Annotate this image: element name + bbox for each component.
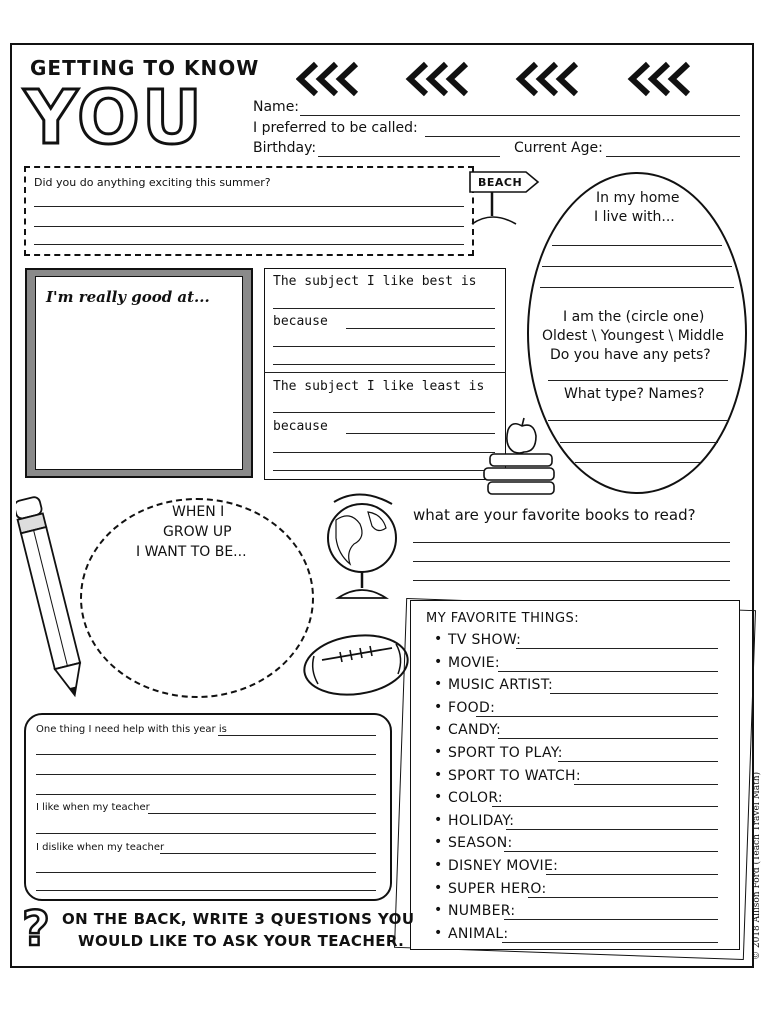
favorite-row bbox=[434, 924, 509, 942]
favorite-row bbox=[434, 631, 522, 648]
dislike-line-2[interactable] bbox=[36, 890, 376, 891]
favorite-row bbox=[434, 857, 559, 874]
subject-best-because: because bbox=[273, 314, 328, 329]
subject-best-label: The subject I like best is bbox=[273, 274, 477, 289]
home-line1: In my home bbox=[596, 190, 680, 206]
pet-type-question: What type? Names? bbox=[564, 386, 705, 402]
favorite-line[interactable] bbox=[502, 942, 718, 943]
favorite-row bbox=[434, 834, 513, 852]
pets-line[interactable] bbox=[548, 380, 728, 381]
favorite-label: CANDY: bbox=[448, 722, 502, 739]
favorite-row bbox=[434, 744, 563, 761]
favorite-label: TV SHOW: bbox=[448, 632, 522, 648]
subject-least-line-2[interactable] bbox=[273, 452, 495, 453]
home-write-1[interactable] bbox=[552, 245, 722, 246]
favorite-row bbox=[434, 676, 554, 694]
name-label: Name: bbox=[253, 99, 300, 115]
subject-best-line[interactable] bbox=[273, 308, 495, 309]
bullet-icon: • bbox=[434, 902, 443, 919]
like-line-0[interactable] bbox=[148, 813, 376, 814]
grow-up-line1: WHEN I bbox=[172, 504, 225, 520]
copyright-text: © 2018 Allison Ford (Teach Travel Math) bbox=[752, 771, 762, 960]
chevron-arrows-decoration bbox=[296, 60, 726, 98]
dislike-label: I dislike when my teacher bbox=[36, 842, 165, 853]
apple-books-icon bbox=[482, 416, 562, 502]
favorite-row bbox=[434, 653, 500, 671]
grow-up-line2: GROW UP bbox=[163, 524, 232, 540]
bullet-icon: • bbox=[434, 924, 443, 941]
favorite-label: MOVIE: bbox=[448, 654, 500, 671]
help-line-3[interactable] bbox=[36, 794, 376, 795]
favorite-row bbox=[434, 789, 503, 807]
bullet-icon: • bbox=[434, 766, 443, 783]
help-line-1[interactable] bbox=[36, 754, 376, 755]
question-mark-icon: ? bbox=[22, 901, 50, 957]
favorite-line[interactable] bbox=[516, 648, 718, 649]
favorite-label: FOOD: bbox=[448, 699, 496, 716]
favorite-line[interactable] bbox=[506, 829, 718, 830]
beach-sign-text: BEACH bbox=[478, 176, 523, 189]
books-line-3[interactable] bbox=[413, 580, 730, 581]
favorite-row bbox=[434, 902, 516, 920]
favorite-label: SPORT TO PLAY: bbox=[448, 745, 563, 761]
pet-line-3[interactable] bbox=[575, 462, 700, 463]
preferred-name-label: I preferred to be called: bbox=[253, 120, 418, 136]
back-note-line1: ON THE BACK, WRITE 3 QUESTIONS YOU bbox=[62, 910, 415, 928]
bullet-icon: • bbox=[434, 631, 443, 647]
subject-best-line-2[interactable] bbox=[273, 346, 495, 347]
bullet-icon: • bbox=[434, 834, 443, 851]
books-question: what are your favorite books to read? bbox=[413, 506, 696, 524]
current-age-line[interactable] bbox=[606, 156, 740, 157]
favorite-line[interactable] bbox=[498, 671, 718, 672]
bullet-icon: • bbox=[434, 653, 443, 670]
favorite-label: HOLIDAY: bbox=[448, 812, 515, 829]
favorite-label: NUMBER: bbox=[448, 903, 516, 920]
subject-divider bbox=[264, 372, 506, 373]
subject-box bbox=[264, 268, 506, 480]
home-write-2[interactable] bbox=[542, 266, 732, 267]
pets-question: Do you have any pets? bbox=[550, 347, 711, 363]
favorite-label: ANIMAL: bbox=[448, 925, 509, 942]
birth-order-options[interactable]: Oldest \ Youngest \ Middle bbox=[542, 328, 724, 344]
favorite-label: MUSIC ARTIST: bbox=[448, 677, 554, 694]
pet-line-2[interactable] bbox=[560, 442, 718, 443]
bullet-icon: • bbox=[434, 857, 443, 873]
favorite-label: SPORT TO WATCH: bbox=[448, 767, 581, 784]
favorite-line[interactable] bbox=[498, 738, 718, 739]
favorite-row bbox=[434, 879, 547, 897]
favorite-line[interactable] bbox=[504, 851, 718, 852]
pet-line-1[interactable] bbox=[548, 420, 728, 421]
favorite-label: COLOR: bbox=[448, 790, 503, 807]
subject-least-label: The subject I like least is bbox=[273, 379, 485, 394]
favorite-label: SUPER HERO: bbox=[448, 880, 547, 897]
globe-icon bbox=[316, 482, 408, 612]
help-line-2[interactable] bbox=[36, 774, 376, 775]
books-line-1[interactable] bbox=[413, 542, 730, 543]
favorite-line[interactable] bbox=[558, 761, 718, 762]
favorite-line[interactable] bbox=[492, 806, 718, 807]
favorites-list bbox=[434, 631, 728, 944]
summer-line-2[interactable] bbox=[34, 226, 464, 227]
like-label: I like when my teacher bbox=[36, 802, 150, 813]
favorite-line[interactable] bbox=[504, 919, 718, 920]
birthday-label: Birthday: bbox=[253, 140, 317, 156]
back-note-line2: WOULD LIKE TO ASK YOUR TEACHER. bbox=[78, 932, 405, 950]
bullet-icon: • bbox=[434, 721, 443, 738]
books-line-2[interactable] bbox=[413, 561, 730, 562]
favorite-row bbox=[434, 811, 515, 829]
subject-best-line-3[interactable] bbox=[273, 364, 495, 365]
summer-line-1[interactable] bbox=[34, 206, 464, 207]
circle-one-label: I am the (circle one) bbox=[563, 309, 705, 325]
favorite-row bbox=[434, 721, 502, 739]
pencil-icon bbox=[16, 490, 86, 710]
football-icon bbox=[300, 630, 412, 700]
bullet-icon: • bbox=[434, 879, 443, 896]
favorite-label: DISNEY MOVIE: bbox=[448, 858, 559, 874]
subject-least-because-line[interactable] bbox=[346, 433, 495, 434]
favorite-line[interactable] bbox=[528, 897, 718, 898]
name-line[interactable] bbox=[300, 115, 740, 116]
dislike-line-1[interactable] bbox=[36, 872, 376, 873]
title-line1: GETTING TO KNOW bbox=[30, 56, 260, 80]
favorite-row bbox=[434, 766, 581, 784]
subject-best-because-line[interactable] bbox=[346, 328, 495, 329]
favorite-line[interactable] bbox=[546, 874, 718, 875]
dislike-line-0[interactable] bbox=[160, 853, 376, 854]
like-line-1[interactable] bbox=[36, 833, 376, 834]
good-at-label: I'm really good at... bbox=[46, 288, 210, 306]
preferred-name-line[interactable] bbox=[425, 136, 740, 137]
bullet-icon: • bbox=[434, 744, 443, 760]
favorite-row bbox=[434, 698, 496, 716]
current-age-label: Current Age: bbox=[514, 140, 603, 156]
bullet-icon: • bbox=[434, 789, 443, 806]
bullet-icon: • bbox=[434, 676, 443, 693]
favorite-line[interactable] bbox=[574, 784, 718, 785]
summer-question: Did you do anything exciting this summer? bbox=[34, 176, 271, 189]
help-label: One thing I need help with this year is bbox=[36, 724, 227, 735]
summer-line-3[interactable] bbox=[34, 244, 464, 245]
help-line-0[interactable] bbox=[218, 735, 376, 736]
subject-least-line-3[interactable] bbox=[273, 470, 495, 471]
subject-least-line[interactable] bbox=[273, 412, 495, 413]
favorite-line[interactable] bbox=[550, 693, 718, 694]
subject-least-because: because bbox=[273, 419, 328, 434]
grow-up-line3: I WANT TO BE... bbox=[136, 544, 247, 560]
home-line2: I live with... bbox=[594, 209, 675, 225]
birthday-line[interactable] bbox=[318, 156, 500, 157]
bullet-icon: • bbox=[434, 698, 443, 715]
favorites-title: MY FAVORITE THINGS: bbox=[426, 611, 580, 626]
home-write-3[interactable] bbox=[540, 287, 734, 288]
favorite-label: SEASON: bbox=[448, 835, 513, 852]
title-you: YOU bbox=[24, 75, 204, 161]
bullet-icon: • bbox=[434, 811, 443, 828]
favorite-line[interactable] bbox=[476, 716, 718, 717]
